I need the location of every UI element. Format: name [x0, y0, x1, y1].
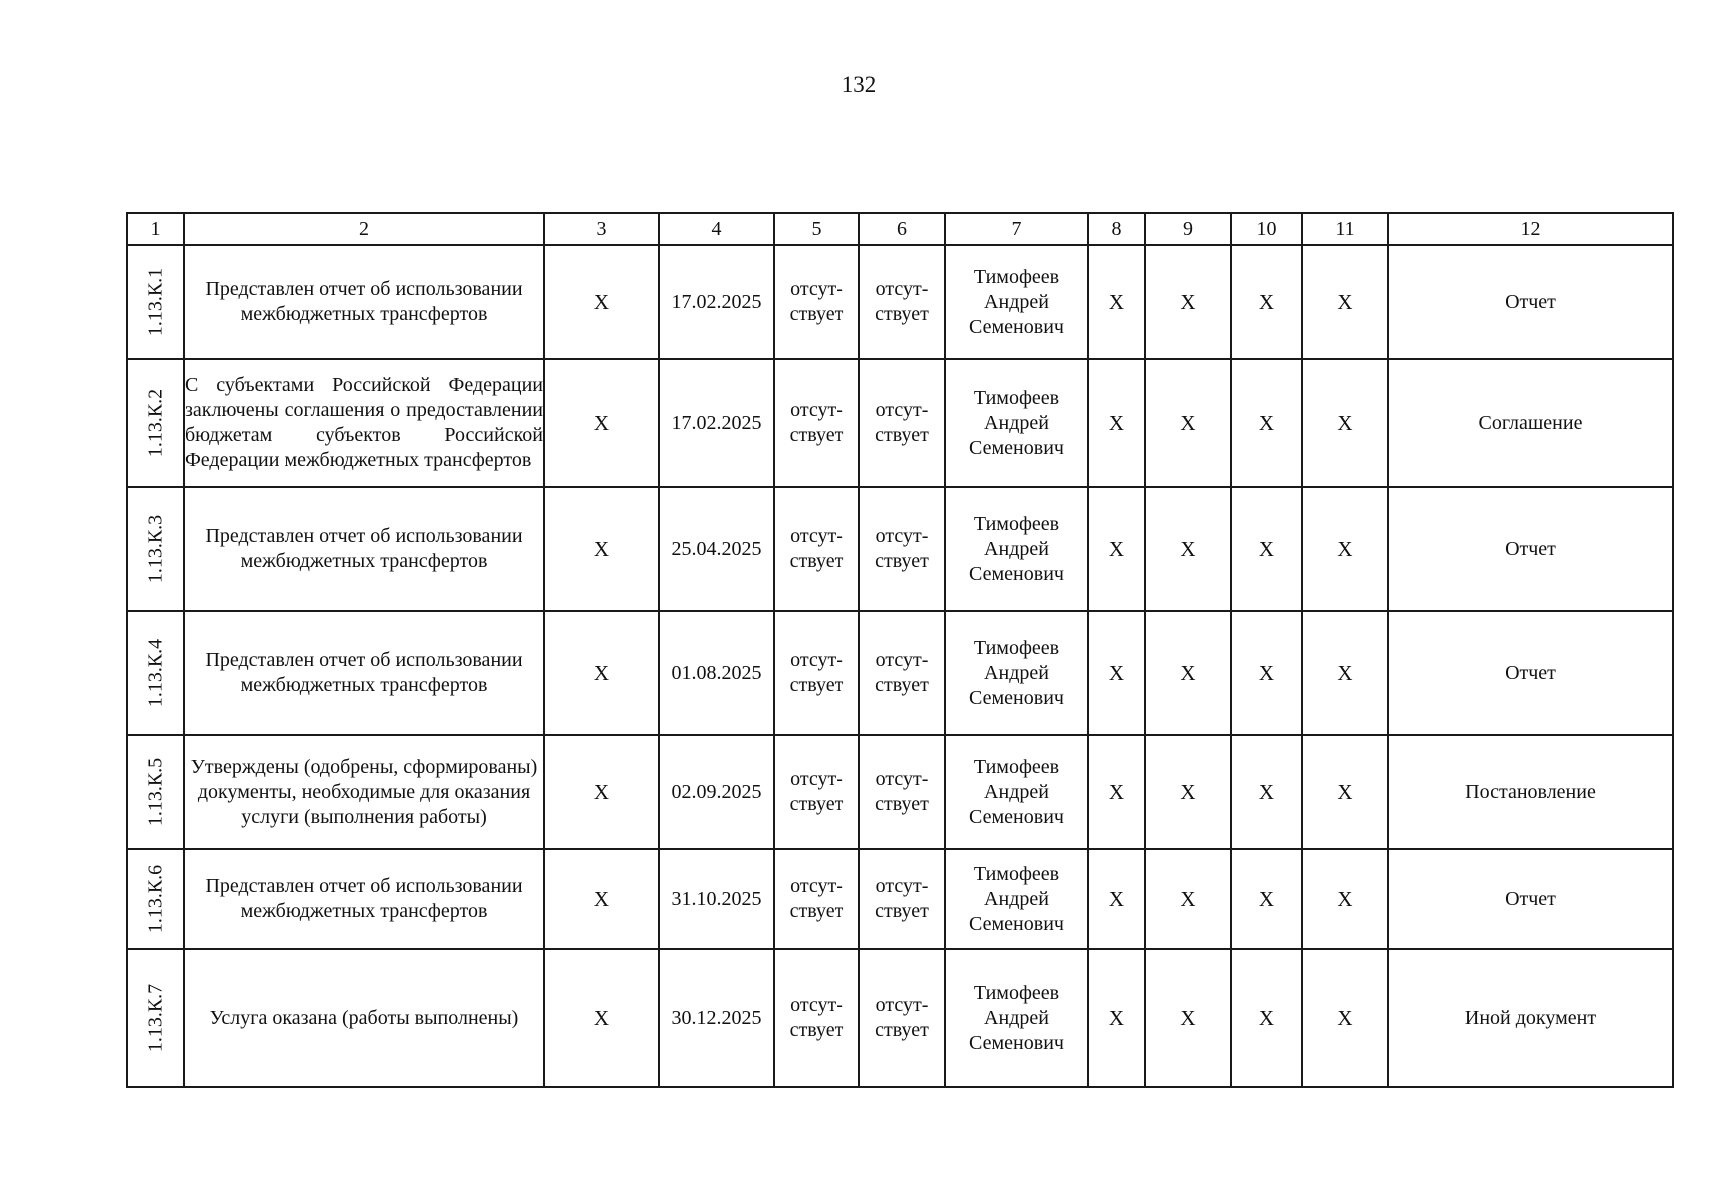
table-row [127, 359, 1673, 487]
control-points-table [126, 212, 1674, 1088]
cell-col5: отсут- ствует [774, 487, 859, 611]
row-code: 1.13.К.5 [144, 757, 166, 827]
description-cell: С субъектами Российской Федерации заключены соглашения о предоставлении бюджетам субъектов Российской Федерации межбюджетных трансфертов [184, 359, 544, 487]
document-cell: Иной документ [1388, 949, 1673, 1087]
cell-col3: X [544, 359, 659, 487]
column-header: 9 [1145, 213, 1231, 245]
row-code-cell [127, 245, 184, 359]
cell-col8: X [1088, 849, 1145, 949]
table-row [127, 735, 1673, 849]
page-number: 132 [841, 72, 877, 97]
description-cell: Представлен отчет об использовании межбюджетных трансфертов [184, 849, 544, 949]
cell-col10: X [1231, 849, 1302, 949]
row-code-cell [127, 949, 184, 1087]
date-cell: 17.02.2025 [659, 359, 774, 487]
column-header: 1 [127, 213, 184, 245]
row-code: 1.13.К.3 [144, 514, 166, 584]
cell-col6: отсут- ствует [859, 735, 945, 849]
document-cell: Отчет [1388, 245, 1673, 359]
cell-col3: X [544, 949, 659, 1087]
cell-col6: отсут- ствует [859, 949, 945, 1087]
cell-col10: X [1231, 359, 1302, 487]
cell-col6: отсут- ствует [859, 849, 945, 949]
row-code: 1.13.К.2 [144, 388, 166, 458]
cell-col6: отсут- ствует [859, 487, 945, 611]
document-cell: Отчет [1388, 611, 1673, 735]
document-cell: Постановление [1388, 735, 1673, 849]
cell-col9: X [1145, 611, 1231, 735]
cell-col8: X [1088, 359, 1145, 487]
cell-col9: X [1145, 949, 1231, 1087]
table-row [127, 487, 1673, 611]
row-code: 1.13.К.1 [144, 267, 166, 337]
column-header: 7 [945, 213, 1088, 245]
date-cell: 31.10.2025 [659, 849, 774, 949]
date-cell: 02.09.2025 [659, 735, 774, 849]
date-cell: 25.04.2025 [659, 487, 774, 611]
cell-col9: X [1145, 849, 1231, 949]
column-header: 10 [1231, 213, 1302, 245]
cell-col8: X [1088, 611, 1145, 735]
cell-col3: X [544, 611, 659, 735]
cell-col11: X [1302, 611, 1388, 735]
column-header: 5 [774, 213, 859, 245]
cell-col8: X [1088, 487, 1145, 611]
cell-col11: X [1302, 849, 1388, 949]
column-header: 4 [659, 213, 774, 245]
cell-col3: X [544, 487, 659, 611]
cell-col5: отсут- ствует [774, 359, 859, 487]
table-row [127, 949, 1673, 1087]
cell-col10: X [1231, 735, 1302, 849]
cell-col11: X [1302, 487, 1388, 611]
cell-col9: X [1145, 487, 1231, 611]
cell-col10: X [1231, 487, 1302, 611]
table-row [127, 849, 1673, 949]
responsible-cell: Тимофеев Андрей Семенович [945, 611, 1088, 735]
description-cell: Представлен отчет об использовании межбюджетных трансфертов [184, 487, 544, 611]
row-code-cell [127, 611, 184, 735]
column-header: 8 [1088, 213, 1145, 245]
cell-col11: X [1302, 735, 1388, 849]
date-cell: 17.02.2025 [659, 245, 774, 359]
cell-col6: отсут- ствует [859, 245, 945, 359]
date-cell: 01.08.2025 [659, 611, 774, 735]
column-header: 12 [1388, 213, 1673, 245]
cell-col5: отсут- ствует [774, 735, 859, 849]
table-row [127, 611, 1673, 735]
cell-col11: X [1302, 359, 1388, 487]
table-row [127, 245, 1673, 359]
document-cell: Соглашение [1388, 359, 1673, 487]
column-header: 6 [859, 213, 945, 245]
description-cell: Представлен отчет об использовании межбюджетных трансфертов [184, 245, 544, 359]
row-code-cell [127, 487, 184, 611]
cell-col9: X [1145, 735, 1231, 849]
cell-col5: отсут- ствует [774, 949, 859, 1087]
column-header: 11 [1302, 213, 1388, 245]
row-code: 1.13.К.7 [144, 983, 166, 1053]
cell-col10: X [1231, 949, 1302, 1087]
date-cell: 30.12.2025 [659, 949, 774, 1087]
document-cell: Отчет [1388, 487, 1673, 611]
document-cell: Отчет [1388, 849, 1673, 949]
row-code-cell [127, 735, 184, 849]
column-header: 2 [184, 213, 544, 245]
cell-col3: X [544, 245, 659, 359]
row-code: 1.13.К.6 [144, 864, 166, 934]
cell-col9: X [1145, 245, 1231, 359]
row-code-cell [127, 849, 184, 949]
responsible-cell: Тимофеев Андрей Семенович [945, 735, 1088, 849]
cell-col5: отсут- ствует [774, 849, 859, 949]
cell-col6: отсут- ствует [859, 611, 945, 735]
description-cell: Представлен отчет об использовании межбюджетных трансфертов [184, 611, 544, 735]
cell-col11: X [1302, 245, 1388, 359]
responsible-cell: Тимофеев Андрей Семенович [945, 849, 1088, 949]
cell-col5: отсут- ствует [774, 611, 859, 735]
cell-col3: X [544, 849, 659, 949]
responsible-cell: Тимофеев Андрей Семенович [945, 359, 1088, 487]
description-cell: Услуга оказана (работы выполнены) [184, 949, 544, 1087]
cell-col3: X [544, 735, 659, 849]
responsible-cell: Тимофеев Андрей Семенович [945, 245, 1088, 359]
cell-col8: X [1088, 245, 1145, 359]
cell-col10: X [1231, 245, 1302, 359]
cell-col8: X [1088, 949, 1145, 1087]
header-row [127, 213, 1673, 245]
cell-col6: отсут- ствует [859, 359, 945, 487]
column-header: 3 [544, 213, 659, 245]
description-cell: Утверждены (одобрены, сформированы) документы, необходимые для оказания услуги (выполнения работы) [184, 735, 544, 849]
row-code: 1.13.К.4 [144, 638, 166, 708]
cell-col5: отсут- ствует [774, 245, 859, 359]
responsible-cell: Тимофеев Андрей Семенович [945, 487, 1088, 611]
cell-col10: X [1231, 611, 1302, 735]
cell-col11: X [1302, 949, 1388, 1087]
cell-col8: X [1088, 735, 1145, 849]
responsible-cell: Тимофеев Андрей Семенович [945, 949, 1088, 1087]
row-code-cell [127, 359, 184, 487]
cell-col9: X [1145, 359, 1231, 487]
